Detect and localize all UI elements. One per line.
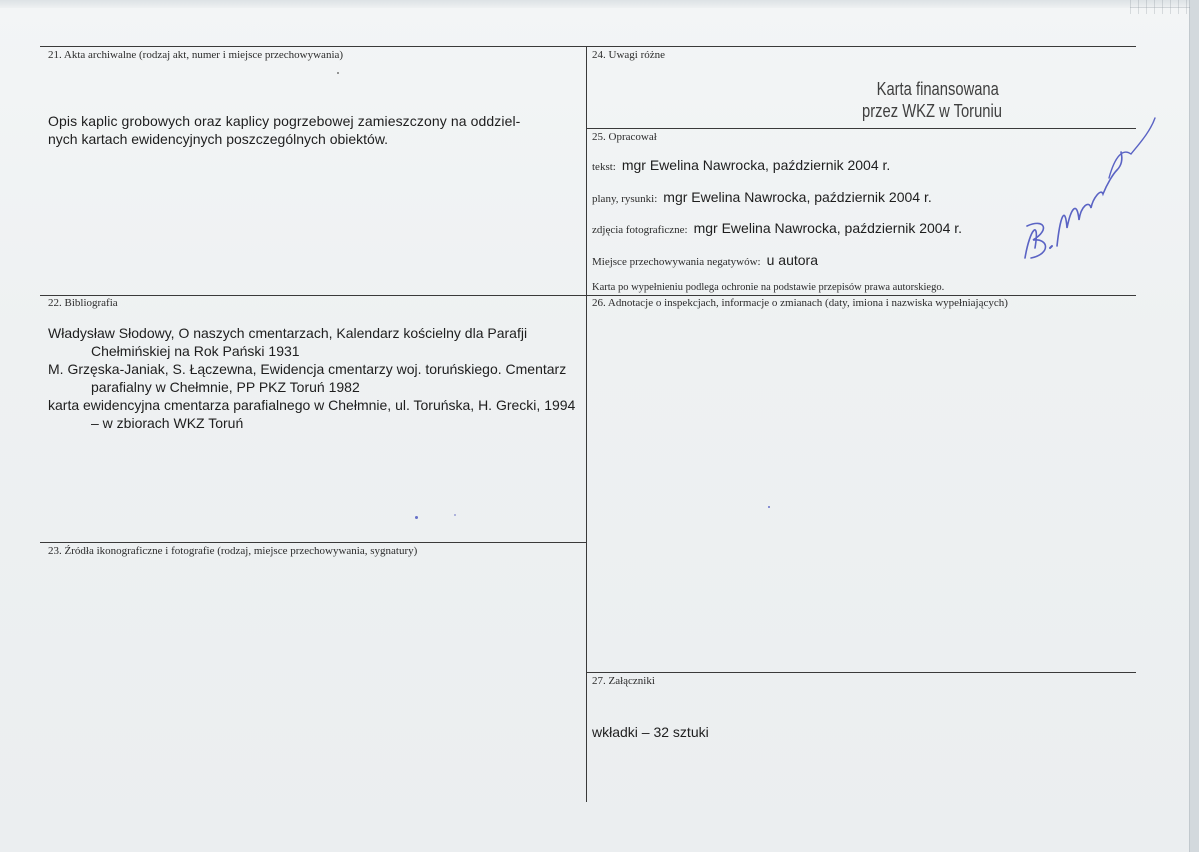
paper-top-edge bbox=[0, 0, 1199, 8]
author-row-label: zdjęcia fotograficzne: bbox=[592, 224, 688, 236]
author-row-plans bbox=[592, 189, 932, 207]
ink-speck bbox=[454, 514, 456, 516]
bibliography-item: karta ewidencyjna cmentarza parafialnego w Chełmnie, ul. Toruńska, H. Grecki, 1994 – w zbiorach WKZ Toruń bbox=[48, 397, 576, 431]
author-row-photos bbox=[592, 220, 962, 238]
author-row-value: mgr Ewelina Nawrocka, październik 2004 r. bbox=[663, 189, 932, 205]
copyright-notice: Karta po wypełnieniu podlega ochronie na podstawie przepisów prawa autorskiego. bbox=[592, 282, 945, 293]
rule-26-27 bbox=[586, 672, 1136, 673]
section-23-heading: 23. Źródła ikonograficzne i fotografie (rodzaj, miejsce przechowywania, sygnatury) bbox=[48, 545, 418, 557]
ink-speck bbox=[768, 506, 770, 508]
author-row-value: mgr Ewelina Nawrocka, październik 2004 r. bbox=[693, 220, 963, 236]
negatives-storage-row bbox=[592, 252, 818, 270]
graph-paper-strip bbox=[1130, 0, 1190, 14]
paper-right-edge bbox=[1189, 0, 1199, 852]
bibliography-item: M. Grzęska-Janiak, S. Łączewna, Ewidencja cmentarzy woj. toruńskiego. Cmentarz parafialny w Chełmnie, PP PKZ Toruń 1982 bbox=[48, 361, 567, 395]
rule-22-23 bbox=[40, 542, 586, 543]
section-24-heading: 24. Uwagi różne bbox=[592, 49, 666, 61]
archival-records-text bbox=[48, 112, 580, 148]
author-row-label: plany, rysunki: bbox=[592, 193, 658, 205]
section-25-heading: 25. Opracował bbox=[592, 131, 657, 143]
section-27-heading: 27. Załączniki bbox=[592, 675, 655, 687]
ink-speck bbox=[337, 72, 339, 74]
attachments-value: wkładki – 32 sztuki bbox=[592, 724, 709, 740]
archival-records-line: Opis kaplic grobowych oraz kaplicy pogrzebowej zamieszczony na oddziel- bbox=[48, 113, 521, 129]
bibliography-item: Władysław Słodowy, O naszych cmentarzach, Kalendarz kościelny dla Parafji Chełmińskiej na Rok Pański 1931 bbox=[48, 325, 528, 359]
section-22-heading: 22. Bibliografia bbox=[48, 297, 118, 309]
section-26-heading: 26. Adnotacje o inspekcjach, informacje o zmianach (daty, imiona i nazwiska wypełniających) bbox=[592, 297, 1008, 309]
author-row-text bbox=[592, 157, 890, 175]
top-rule bbox=[40, 46, 1136, 47]
ink-speck bbox=[415, 516, 418, 519]
financing-stamp bbox=[862, 78, 1002, 122]
negatives-storage-label: Miejsce przechowywania negatywów: bbox=[592, 256, 761, 268]
archival-records-line: nych kartach ewidencyjnych poszczególnych obiektów. bbox=[48, 131, 389, 147]
stamp-line: przez WKZ w Toruniu bbox=[862, 101, 1002, 121]
section-21-heading: 21. Akta archiwalne (rodzaj akt, numer i miejsce przechowywania) bbox=[48, 49, 344, 61]
handwritten-signature-icon bbox=[1005, 108, 1175, 268]
author-row-label: tekst: bbox=[592, 161, 616, 173]
negatives-storage-value: u autora bbox=[766, 252, 818, 268]
author-row-value: mgr Ewelina Nawrocka, październik 2004 r. bbox=[621, 157, 891, 173]
stamp-line: Karta finansowana bbox=[876, 79, 999, 99]
bibliography-list bbox=[48, 324, 578, 432]
center-divider bbox=[586, 46, 587, 802]
rule-21-22 bbox=[40, 295, 1136, 296]
